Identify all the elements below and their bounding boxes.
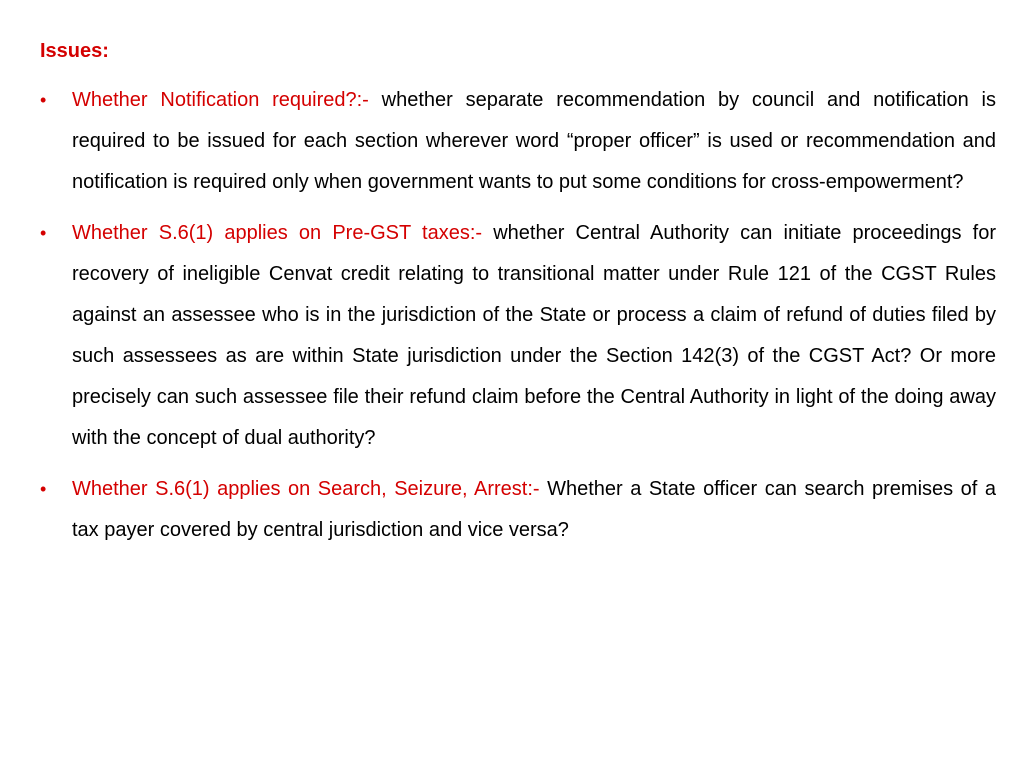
bullet-icon: •	[40, 223, 47, 243]
issue-item-search-seizure	[40, 469, 996, 551]
slide-heading: Issues:	[40, 40, 109, 62]
issue-title: Whether S.6(1) applies on Search, Seizure, Arrest:-	[72, 478, 540, 500]
issue-body: whether Central Authority can initiate proceedings for recovery of ineligible Cenvat credit relating to transitional matter under Rule 121 of the CGST Rules against an assessee who is in the jurisdiction of the State or process a claim of refund of duties filed by such assessees as are within State jurisdiction under the Section 142(3) of the CGST Act? Or more precisely can such assessee file their refund claim before the Central Authority in light of the doing away with the concept of dual authority?	[72, 222, 996, 449]
issue-item-notification	[40, 80, 996, 203]
issue-title: Whether Notification required?:-	[72, 89, 369, 111]
issue-body: Whether a State officer can search premises of a tax payer covered by central jurisdiction and vice versa?	[72, 478, 996, 541]
issue-item-pre-gst	[40, 213, 996, 459]
bullet-icon: •	[40, 90, 47, 110]
issue-title: Whether S.6(1) applies on Pre-GST taxes:-	[72, 222, 483, 244]
bullet-icon: •	[40, 479, 47, 499]
issues-list	[40, 80, 996, 561]
issue-body: whether separate recommendation by council and notification is required to be issued for each section wherever word “proper officer” is used or recommendation and notification is required only when government wants to put some conditions for cross-empowerment?	[72, 89, 996, 193]
